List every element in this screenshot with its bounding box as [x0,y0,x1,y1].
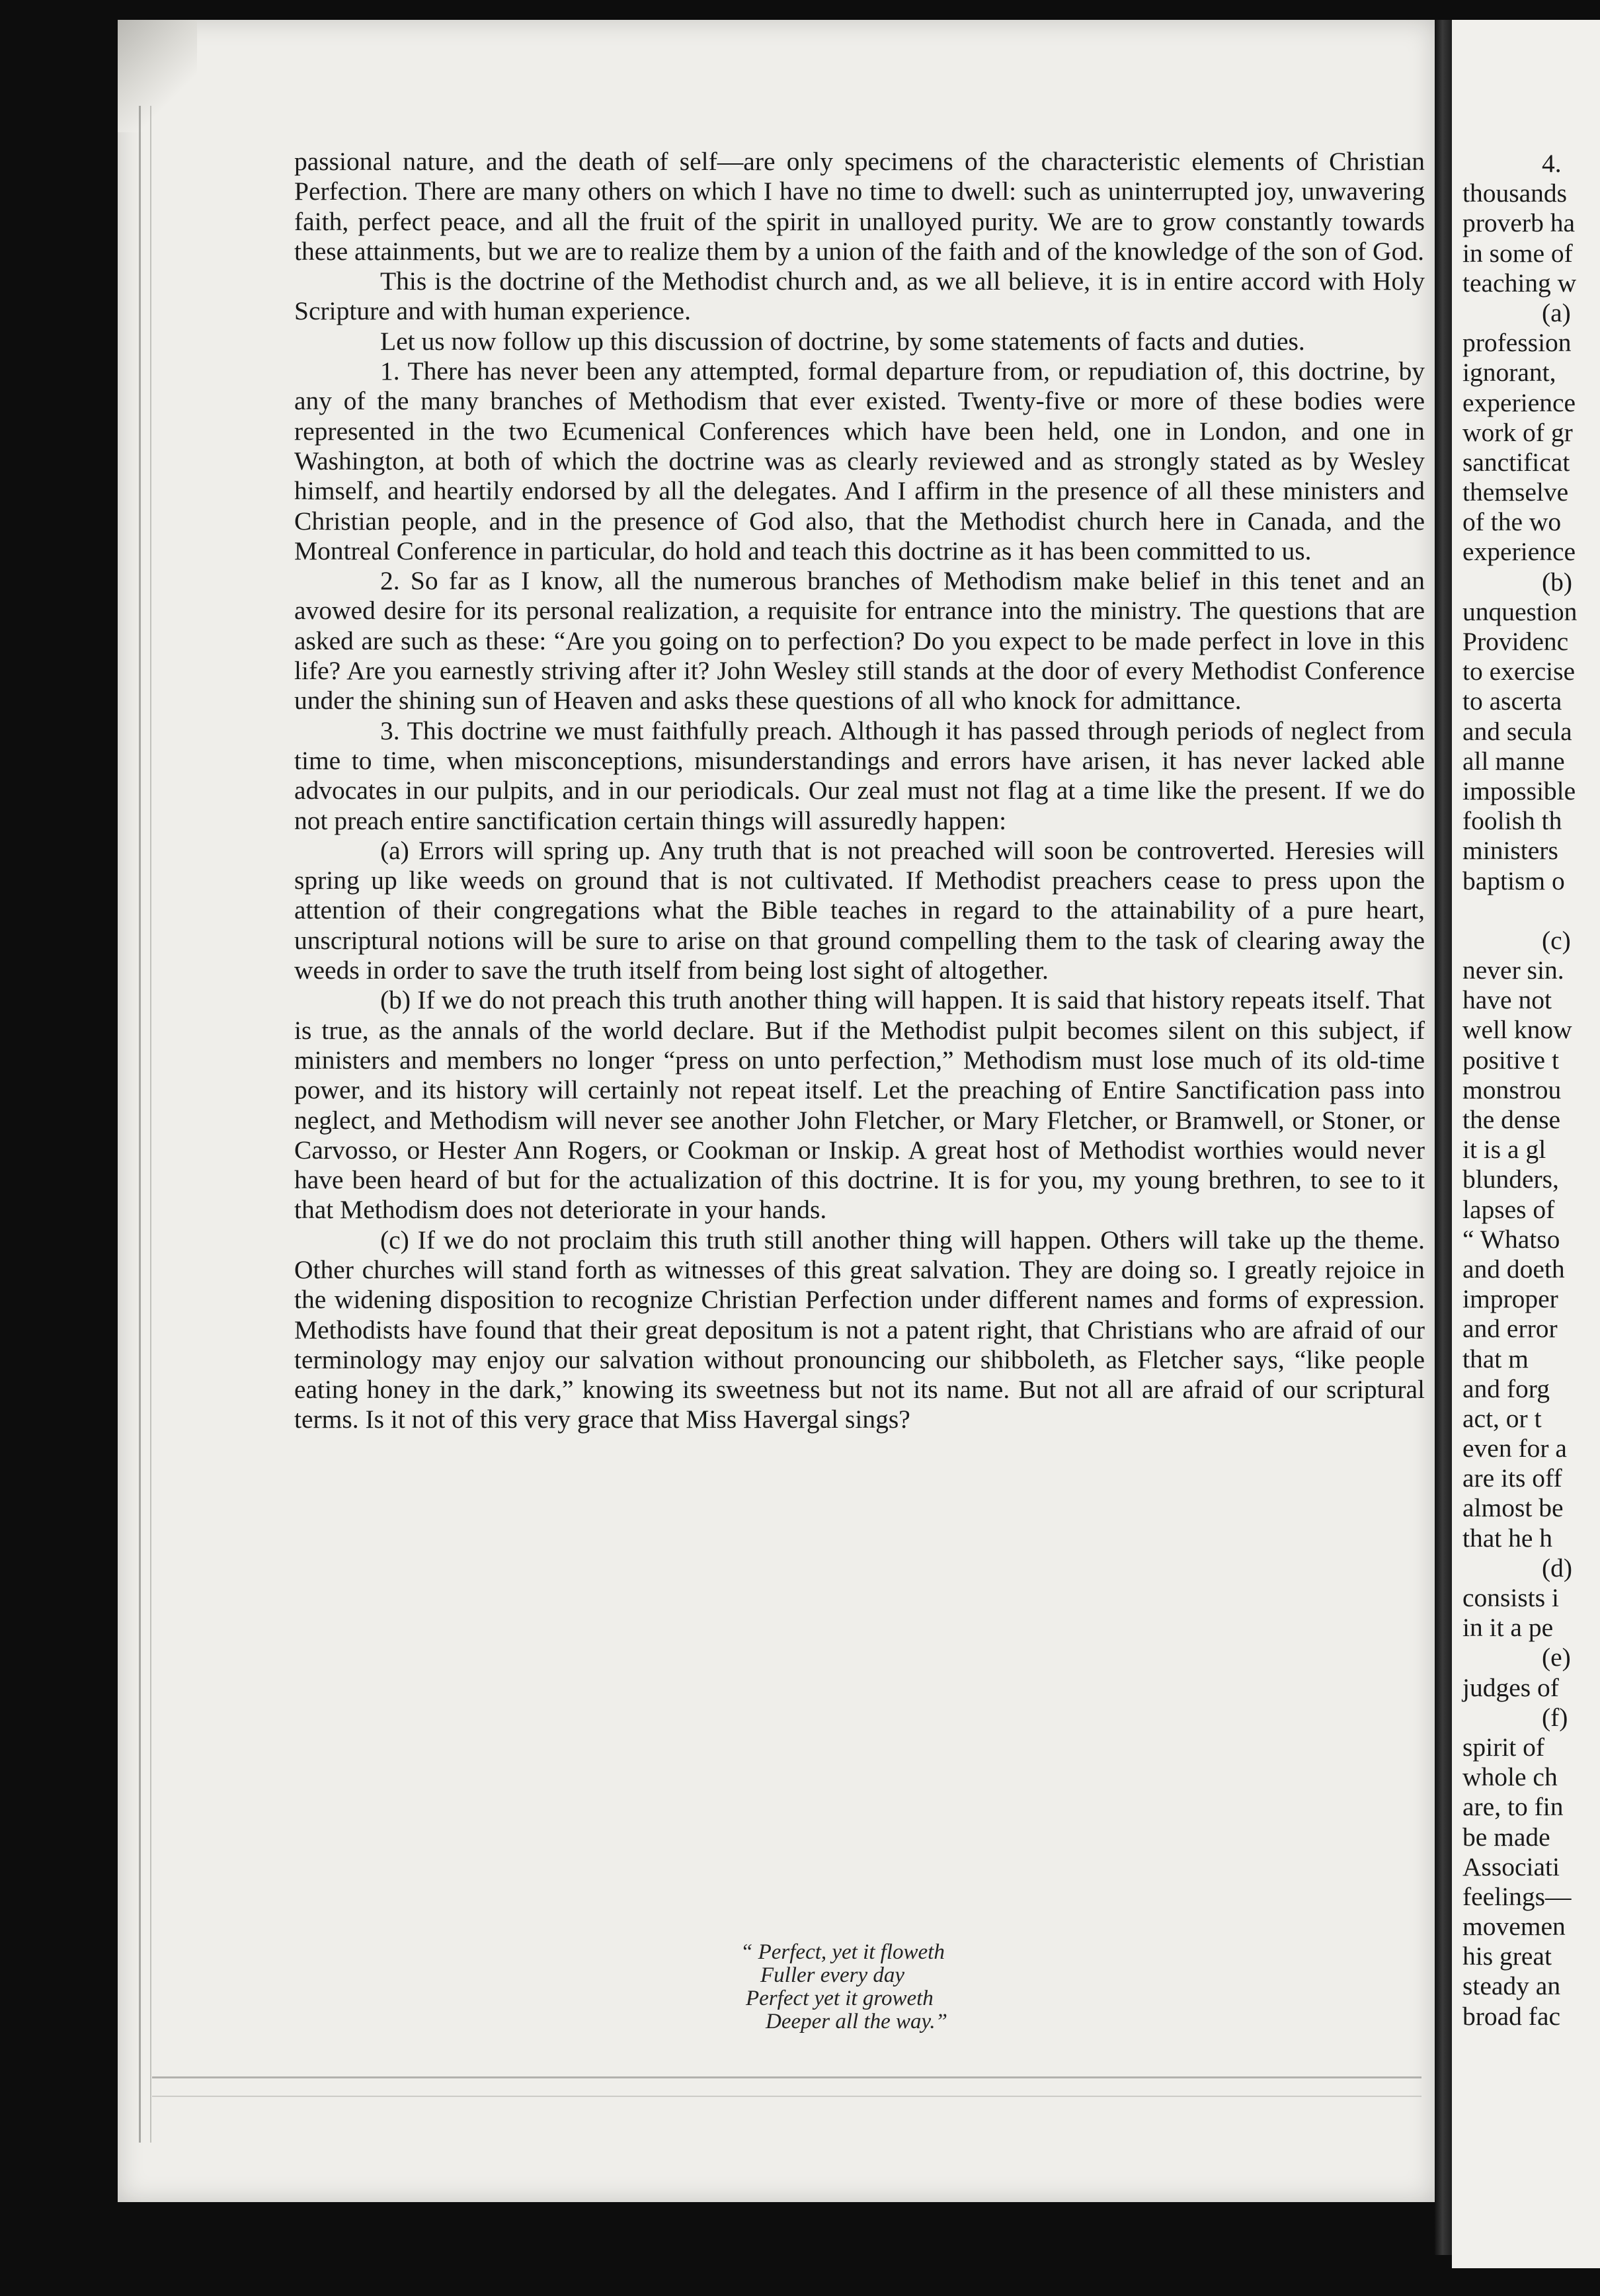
poem-line: Fuller every day [760,1963,905,1987]
poem-quote [740,1941,947,2033]
right-column-line: steady an [1462,1971,1561,2001]
right-column-line: blunders, [1462,1165,1559,1194]
right-column-line: in it a pe [1462,1613,1554,1643]
right-column-line: feelings— [1462,1881,1572,1911]
right-column-line: to ascerta [1462,686,1562,716]
right-column-line [1462,896,1600,926]
right-column-line: ministers [1462,836,1558,866]
right-column-line: his great [1462,1942,1552,1971]
poem-line: Deeper all the way.” [766,2010,947,2033]
right-column-line: themselve [1462,477,1569,507]
main-text-column [294,147,1425,1435]
right-column-line: foolish th [1462,806,1562,836]
paragraph: (c) If we do not proclaim this truth still another thing will happen. Others will take up the theme. Other churches will stand forth as witnesses of this great salvation. They are doing so. I greatly rejoice in the widening disposition to recognize Christian Perfection under different names and forms of expression. Methodists have found that their great depositum is not a patent right, that Christians who are afraid of our terminology may enjoy our salvation without pronouncing our shibboleth, as Fletcher says, “like people eating honey in the dark,” knowing its sweetness but not its name. But not all are afraid of our scriptural terms. Is it not of this very grace that Miss Havergal sings? [294,1225,1425,1434]
right-column-line: sanctificat [1462,447,1570,477]
scan-background [0,2202,1452,2296]
paragraph: This is the doctrine of the Methodist church and, as we all believe, it is in entire accord with Holy Scripture and with human experience. [294,266,1425,326]
poem-line: “ Perfect, yet it floweth [740,1940,945,1964]
right-column-line: (f) [1542,1702,1568,1732]
right-column-line: baptism o [1462,866,1565,895]
right-column-line: are its off [1462,1463,1562,1493]
paragraph: (a) Errors will spring up. Any truth that is not preached will soon be controverted. Heresies will spring up like weeds on ground that is not cultivated. If Methodist preachers cease to press upon the attention of their congregations what the Bible teaches in regard to the attainability of a pure heart, unscriptural notions will be sure to arise on that ground compelling them to the task of clearing away the weeds in order to save the truth itself from being lost sight of altogether. [294,835,1425,985]
right-column-line: (a) [1542,298,1571,327]
right-column-line: profession [1462,328,1572,358]
right-column-line: (d) [1542,1553,1573,1582]
poem-line: Perfect yet it groweth [746,1987,934,2010]
right-column-line: (e) [1542,1643,1571,1672]
right-column-line: (b) [1542,567,1573,596]
paragraph: 1. There has never been any attempted, formal departure from, or repudiation of, this doctrine, by any of the many branches of Methodism that ever existed. Twenty-five or more of these bodies were represented in the two Ecumenical Conferences which have been held, one in London, and one in Washington, at both of which the doctrine was as clearly reviewed and as strongly stated as by Wesley himself, and heartily endorsed by all the delegates. And I affirm in the presence of all these ministers and Christian people, and in the presence of God also, that the Methodist church here in Canada, and the Montreal Conference in particular, do hold and teach this doctrine as it has been committed to us. [294,356,1425,565]
right-column-line: Providenc [1462,627,1569,656]
right-column-line: (c) [1542,925,1571,955]
right-column-line: consists i [1462,1583,1559,1612]
page-edge-bottom [152,2076,1421,2097]
right-column-line: thousands [1462,179,1567,208]
right-column-line: improper [1462,1284,1558,1314]
right-column-line: be made [1462,1822,1550,1852]
right-column-line: spirit of [1462,1732,1544,1762]
right-column-line: the dense [1462,1105,1561,1134]
right-column-line: unquestion [1462,596,1578,626]
right-column-line: that m [1462,1344,1529,1374]
right-column-line: positive t [1462,1045,1559,1075]
right-column-line: and error [1462,1314,1558,1344]
right-column-line: and doeth [1462,1254,1565,1284]
right-column-line: movemen [1462,1912,1566,1942]
right-column-line: experience [1462,537,1576,567]
right-column-line: proverb ha [1462,208,1575,238]
right-column-line: of the wo [1462,507,1562,537]
book-binding [1435,20,1452,2255]
right-column-line: experience [1462,388,1576,417]
right-column-line: and secula [1462,716,1572,746]
right-column-line: all manne [1462,746,1565,776]
right-column-line: monstrou [1462,1075,1562,1104]
right-column-line: Associati [1462,1852,1560,1881]
right-column-line: whole ch [1462,1762,1558,1792]
right-column-line: 4. [1542,149,1562,178]
page-curl [118,20,197,132]
right-column-line: to exercise [1462,657,1575,686]
right-column-line: “ Whatso [1462,1224,1560,1254]
right-column-line: have not [1462,985,1552,1015]
right-column-line: almost be [1462,1493,1564,1523]
right-column-line: it is a gl [1462,1135,1546,1165]
paragraph: (b) If we do not preach this truth another thing will happen. It is said that history repeats itself. That is true, as the annals of the world declare. But if the Methodist pulpit becomes silent on this subject, if ministers and members no longer “press on unto perfection,” Methodism must lose much of its old-time power, and its history will certainly not repeat itself. Let the preaching of Entire Sanctification pass into neglect, and Methodism will never see another John Fletcher, or Mary Fletcher, or Bramwell, or Stoner, or Carvosso, or Hester Ann Rogers, or Cookman or Inskip. A great host of Methodist worthies would never have been heard of but for the actualization of this doctrine. It is for you, my young brethren, to see to it that Methodism does not deteriorate in your hands. [294,985,1425,1225]
right-column-line: act, or t [1462,1403,1542,1433]
right-column-line: impossible [1462,776,1576,805]
right-column-line: work of gr [1462,417,1573,447]
page-edge-left [139,106,151,2143]
paragraph: 3. This doctrine we must faithfully preach. Although it has passed through periods of neglect from time to time, when misconceptions, misunderstandings and errors have arisen, it has never lacked able advocates in our pulpits, and in our periodicals. Our zeal must not flag at a time like the present. If we do not preach entire sanctification certain things will assuredly happen: [294,716,1425,835]
right-column-line: lapses of [1462,1194,1555,1224]
paragraph: passional nature, and the death of self—are only specimens of the characteristic elements of Christian Perfection. There are many others on which I have no time to dwell: such as uninterrupted joy, unwavering faith, perfect peace, and all the fruit of the spirit in unalloyed purity. We are to grow constantly towards these attainments, but we are to realize them by a union of the faith and of the knowledge of the son of God. [294,147,1425,266]
right-column-line: are, to fin [1462,1792,1564,1822]
right-column-line: well know [1462,1015,1572,1045]
paragraph: 2. So far as I know, all the numerous branches of Methodism make belief in this tenet and an avowed desire for its personal realization, a requisite for entrance into the ministry. The questions that are asked are such as these: “Are you going on to perfection? Do you expect to be made perfect in love in this life? Are you earnestly striving after it? John Wesley still stands at the door of every Methodist Conference under the shining sun of Heaven and asks these questions of all who knock for admittance. [294,566,1425,716]
right-column-line: never sin. [1462,956,1564,985]
right-column-line: judges of [1462,1672,1559,1702]
right-column-line: teaching w [1462,268,1577,298]
right-column-line: broad fac [1462,2001,1561,2031]
right-column-line: that he h [1462,1523,1553,1553]
right-column-line: and forg [1462,1374,1550,1403]
right-column-line: ignorant, [1462,358,1556,388]
paragraph: Let us now follow up this discussion of doctrine, by some statements of facts and duties. [380,326,1305,356]
right-column-line: even for a [1462,1434,1567,1463]
right-text-column [1462,149,1600,2031]
right-column-line: in some of [1462,238,1573,268]
